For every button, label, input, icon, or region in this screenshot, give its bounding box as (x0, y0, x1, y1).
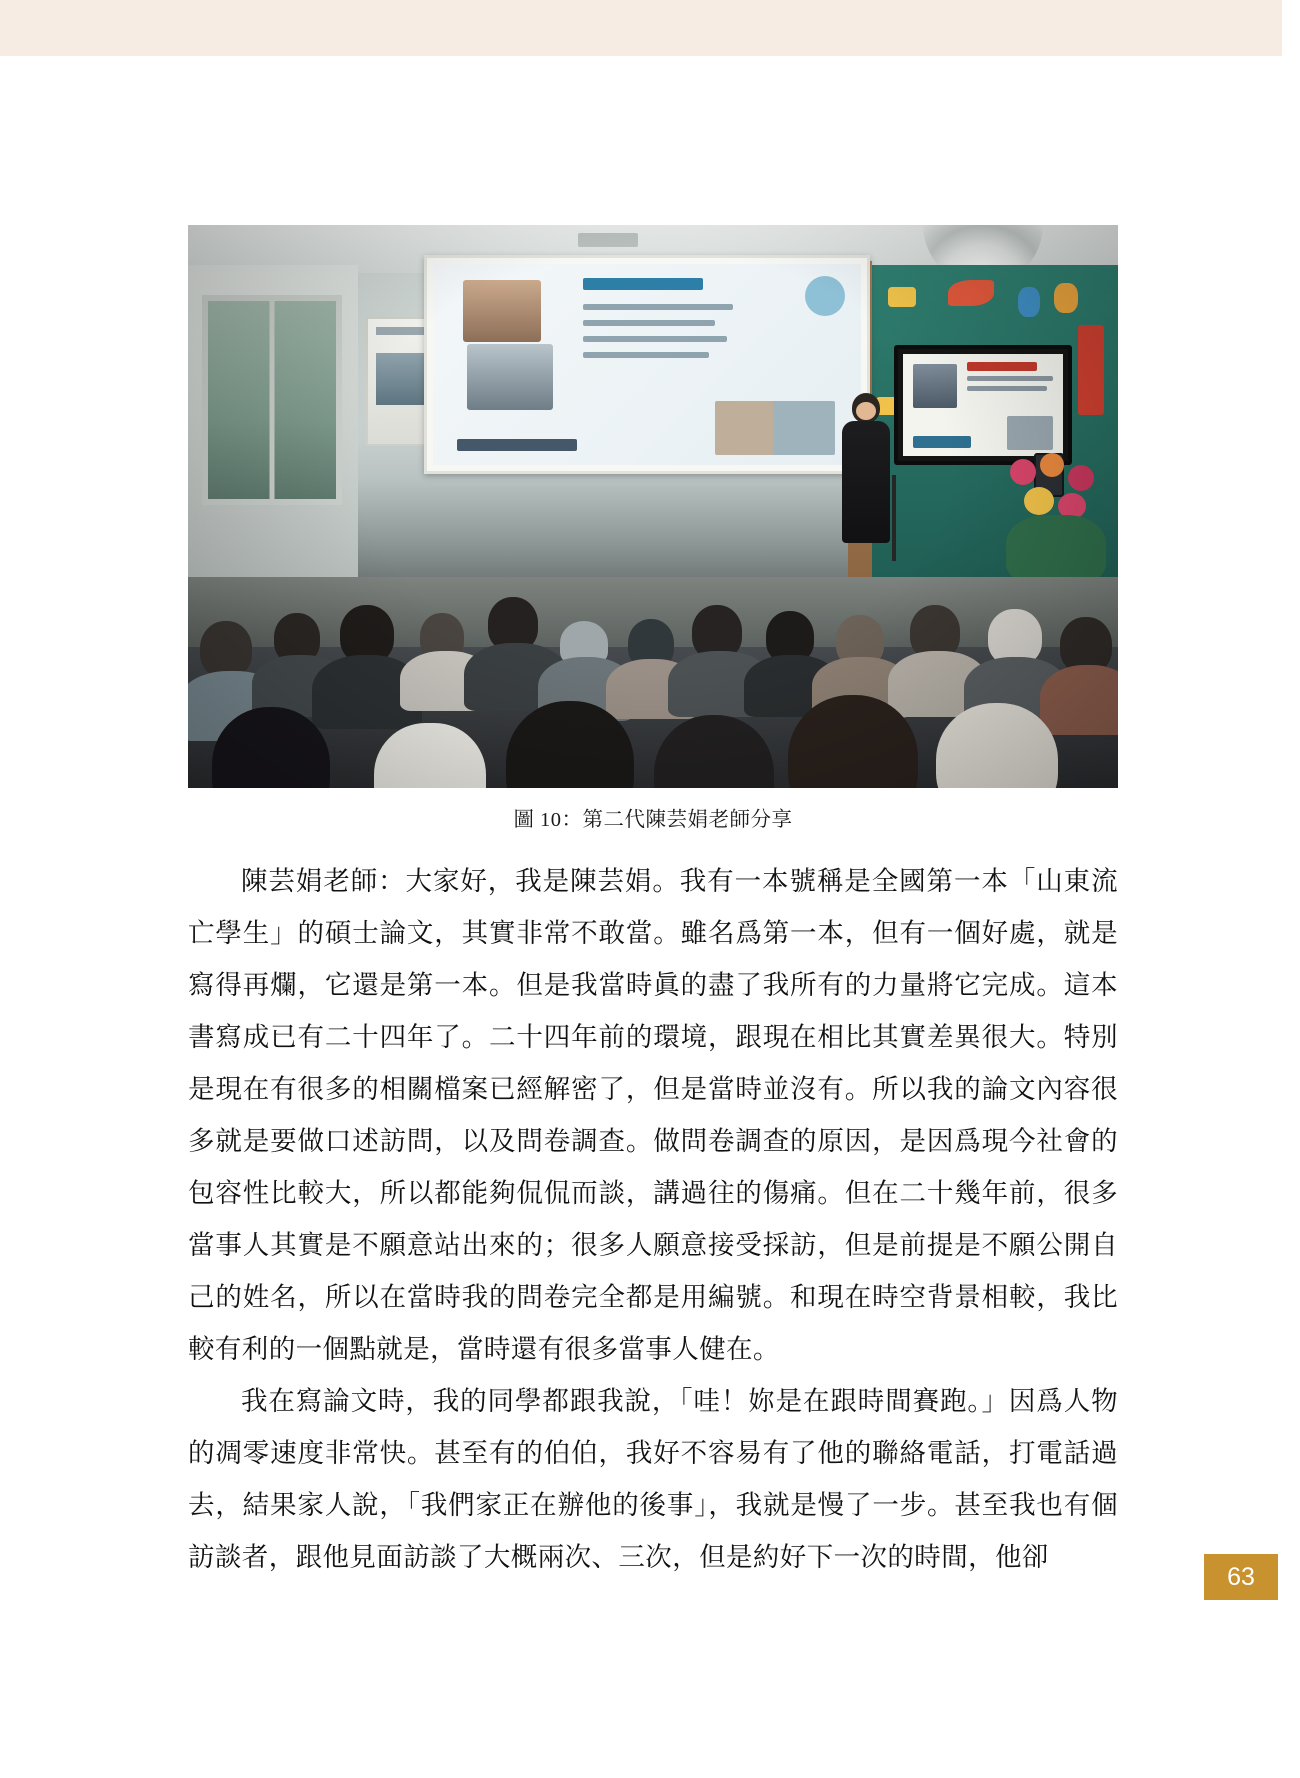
body-text (188, 855, 1118, 1583)
flower-petal (1068, 465, 1094, 491)
slide-footer-images (715, 401, 835, 455)
ceiling-vent-icon (578, 233, 638, 247)
page-top-decorative-band (0, 0, 1300, 56)
photo-window (202, 295, 342, 505)
audience-head (200, 621, 252, 677)
presenter-face (856, 402, 876, 420)
slide-text-line-3 (583, 336, 727, 342)
slide-text-line-4 (583, 352, 709, 358)
slide-text-line-2 (583, 320, 715, 326)
audience-head-foreground (654, 715, 774, 788)
figure-caption: 圖 10：第二代陳芸娟老師分享 (513, 809, 793, 831)
page-number-badge: 63 (1204, 1554, 1278, 1600)
slide-photo-top (463, 280, 541, 342)
projected-slide (433, 264, 861, 465)
television-text-line-2 (967, 386, 1047, 391)
lecture-audience-photo (188, 225, 1118, 788)
audience-head-foreground (374, 723, 486, 788)
slide-footer-text (457, 439, 577, 451)
television-title-bar (967, 362, 1037, 371)
paragraph-1: 陳芸娟老師：大家好，我是陳芸娟。我有一本號稱是全國第一本「山東流亡學生」的碩士論文，其實非常不敢當。雖名爲第一本，但有一個好處，就是寫得再爛，它還是第一本。但是我當時眞的盡了我所有的力量將它完成。這本書寫成已有二十四年了。二十四年前的環境，跟現在相比其實差異很大。特別是現在有很多的相關檔案已經解密了，但是當時並沒有。所以我的論文內容很多就是要做口述訪問，以及問卷調查。做問卷調查的原因，是因爲現今社會的包容性比較大，所以都能夠侃侃而談，講過往的傷痛。但在二十幾年前，很多當事人其實是不願意站出來的；很多人願意接受採訪，但是前提是不願公開自己的姓名，所以在當時我的問卷完全都是用編號。和現在時空背景相較，我比較有利的一個點就是，當時還有很多當事人健在。 (188, 866, 1118, 1364)
flower-petal (1010, 459, 1036, 485)
projection-screen (424, 255, 870, 474)
slide-photo-bottom (467, 344, 553, 410)
presenter-body (842, 421, 890, 543)
television-text-line-1 (967, 376, 1053, 381)
paragraph-2: 我在寫論文時，我的同學都跟我說，「哇！妳是在跟時間賽跑。」因爲人物的凋零速度非常快。甚至有的伯伯，我好不容易有了他的聯絡電話，打電話過去，結果家人說，「我們家正在辦他的後事」，我就是慢了一步。甚至我也有個訪談者，跟他見面訪談了大概兩次、三次，但是約好下一次的時間，他卻 (188, 1386, 1118, 1572)
slide-title-bar (583, 278, 703, 290)
audience-shoulders (1040, 665, 1118, 735)
wall-decoration-5 (1078, 325, 1104, 415)
television-portrait (913, 364, 957, 408)
flower-petal (1024, 487, 1054, 515)
television-photo (1007, 416, 1053, 450)
television-caption-bar (913, 436, 971, 448)
figure-block (188, 225, 1118, 832)
wall-decoration-4 (1054, 283, 1078, 313)
presenter-figure (838, 393, 894, 543)
slide-text-line-1 (583, 304, 733, 310)
microphone-stand (892, 475, 896, 561)
slide-logo-icon (805, 276, 845, 316)
page-top-band-right-gap (1282, 0, 1300, 56)
flower-petal (1040, 453, 1064, 477)
wall-decoration-2 (948, 280, 994, 306)
wall-television (894, 345, 1072, 465)
audience-crowd (188, 555, 1118, 788)
wall-decoration-1 (888, 287, 916, 307)
television-slide (903, 354, 1063, 456)
wall-decoration-3 (1018, 287, 1040, 317)
